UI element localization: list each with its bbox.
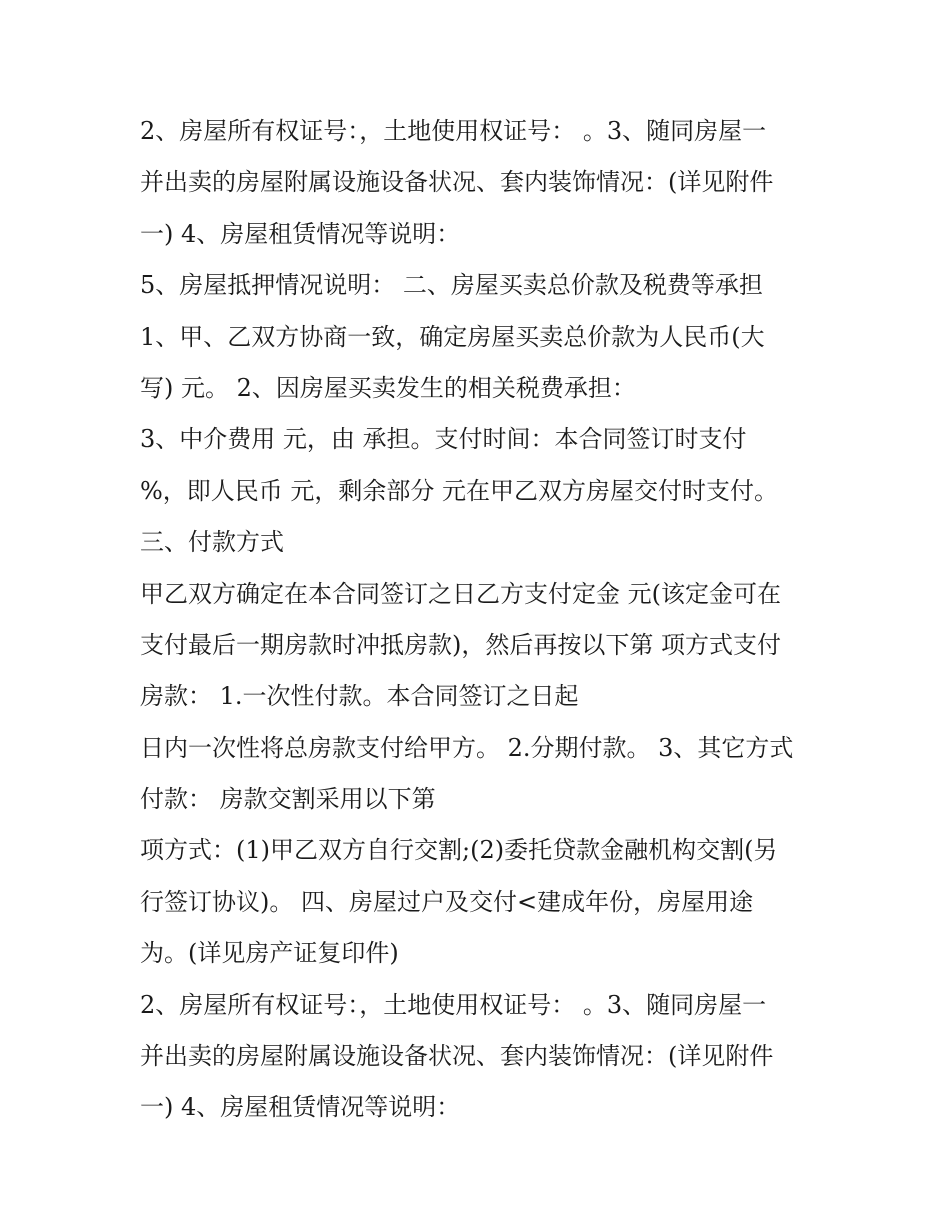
text-line: 2、房屋所有权证号：，土地使用权证号： 。3、随同房屋一 [140,117,767,145]
text-line: 日内一次性将总房款支付给甲方。 2.分期付款。 3、其它方式 [140,733,794,762]
text-line: 为。(详见房产证复印件) [140,939,399,968]
text-line: 3、中介费用 元，由 承担。支付时间：本合同签订时支付 [140,425,747,454]
text-line: 一) 4、房屋租赁情况等说明： [140,219,461,248]
text-line: 行签订协议)。 四、房屋过户及交付<建成年份，房屋用途 [140,887,754,916]
text-line: 并出卖的房屋附属设施设备状况、套内装饰情况：(详见附件 [140,1042,774,1071]
text-line: 项方式：(1)甲乙双方自行交割;(2)委托贷款金融机构交割(另 [140,836,778,865]
text-line: 房款： 1.一次性付款。本合同签订之日起 [140,682,579,711]
document-body [140,106,820,1134]
text-line: 并出卖的房屋附属设施设备状况、套内装饰情况：(详见附件 [140,168,774,197]
text-line: %，即人民币 元，剩余部分 元在甲乙双方房屋交付时支付。 [140,476,779,505]
text-line: 甲乙双方确定在本合同签订之日乙方支付定金 元(该定金可在 [140,579,781,608]
text-line: 写) 元。 2、因房屋买卖发生的相关税费承担： [140,373,636,402]
text-line: 5、房屋抵押情况说明： 二、房屋买卖总价款及税费等承担 [140,271,763,300]
text-line: 付款： 房款交割采用以下第 [140,785,436,814]
text-line: 2、房屋所有权证号：，土地使用权证号： 。3、随同房屋一 [140,990,767,1019]
text-line: 支付最后一期房款时冲抵房款)，然后再按以下第 项方式支付 [140,630,781,659]
text-line: 1、甲、乙双方协商一致，确定房屋买卖总价款为人民币(大 [140,322,765,351]
section-heading: 三、付款方式 [140,528,284,557]
text-line: 一) 4、房屋租赁情况等说明： [140,1093,461,1122]
